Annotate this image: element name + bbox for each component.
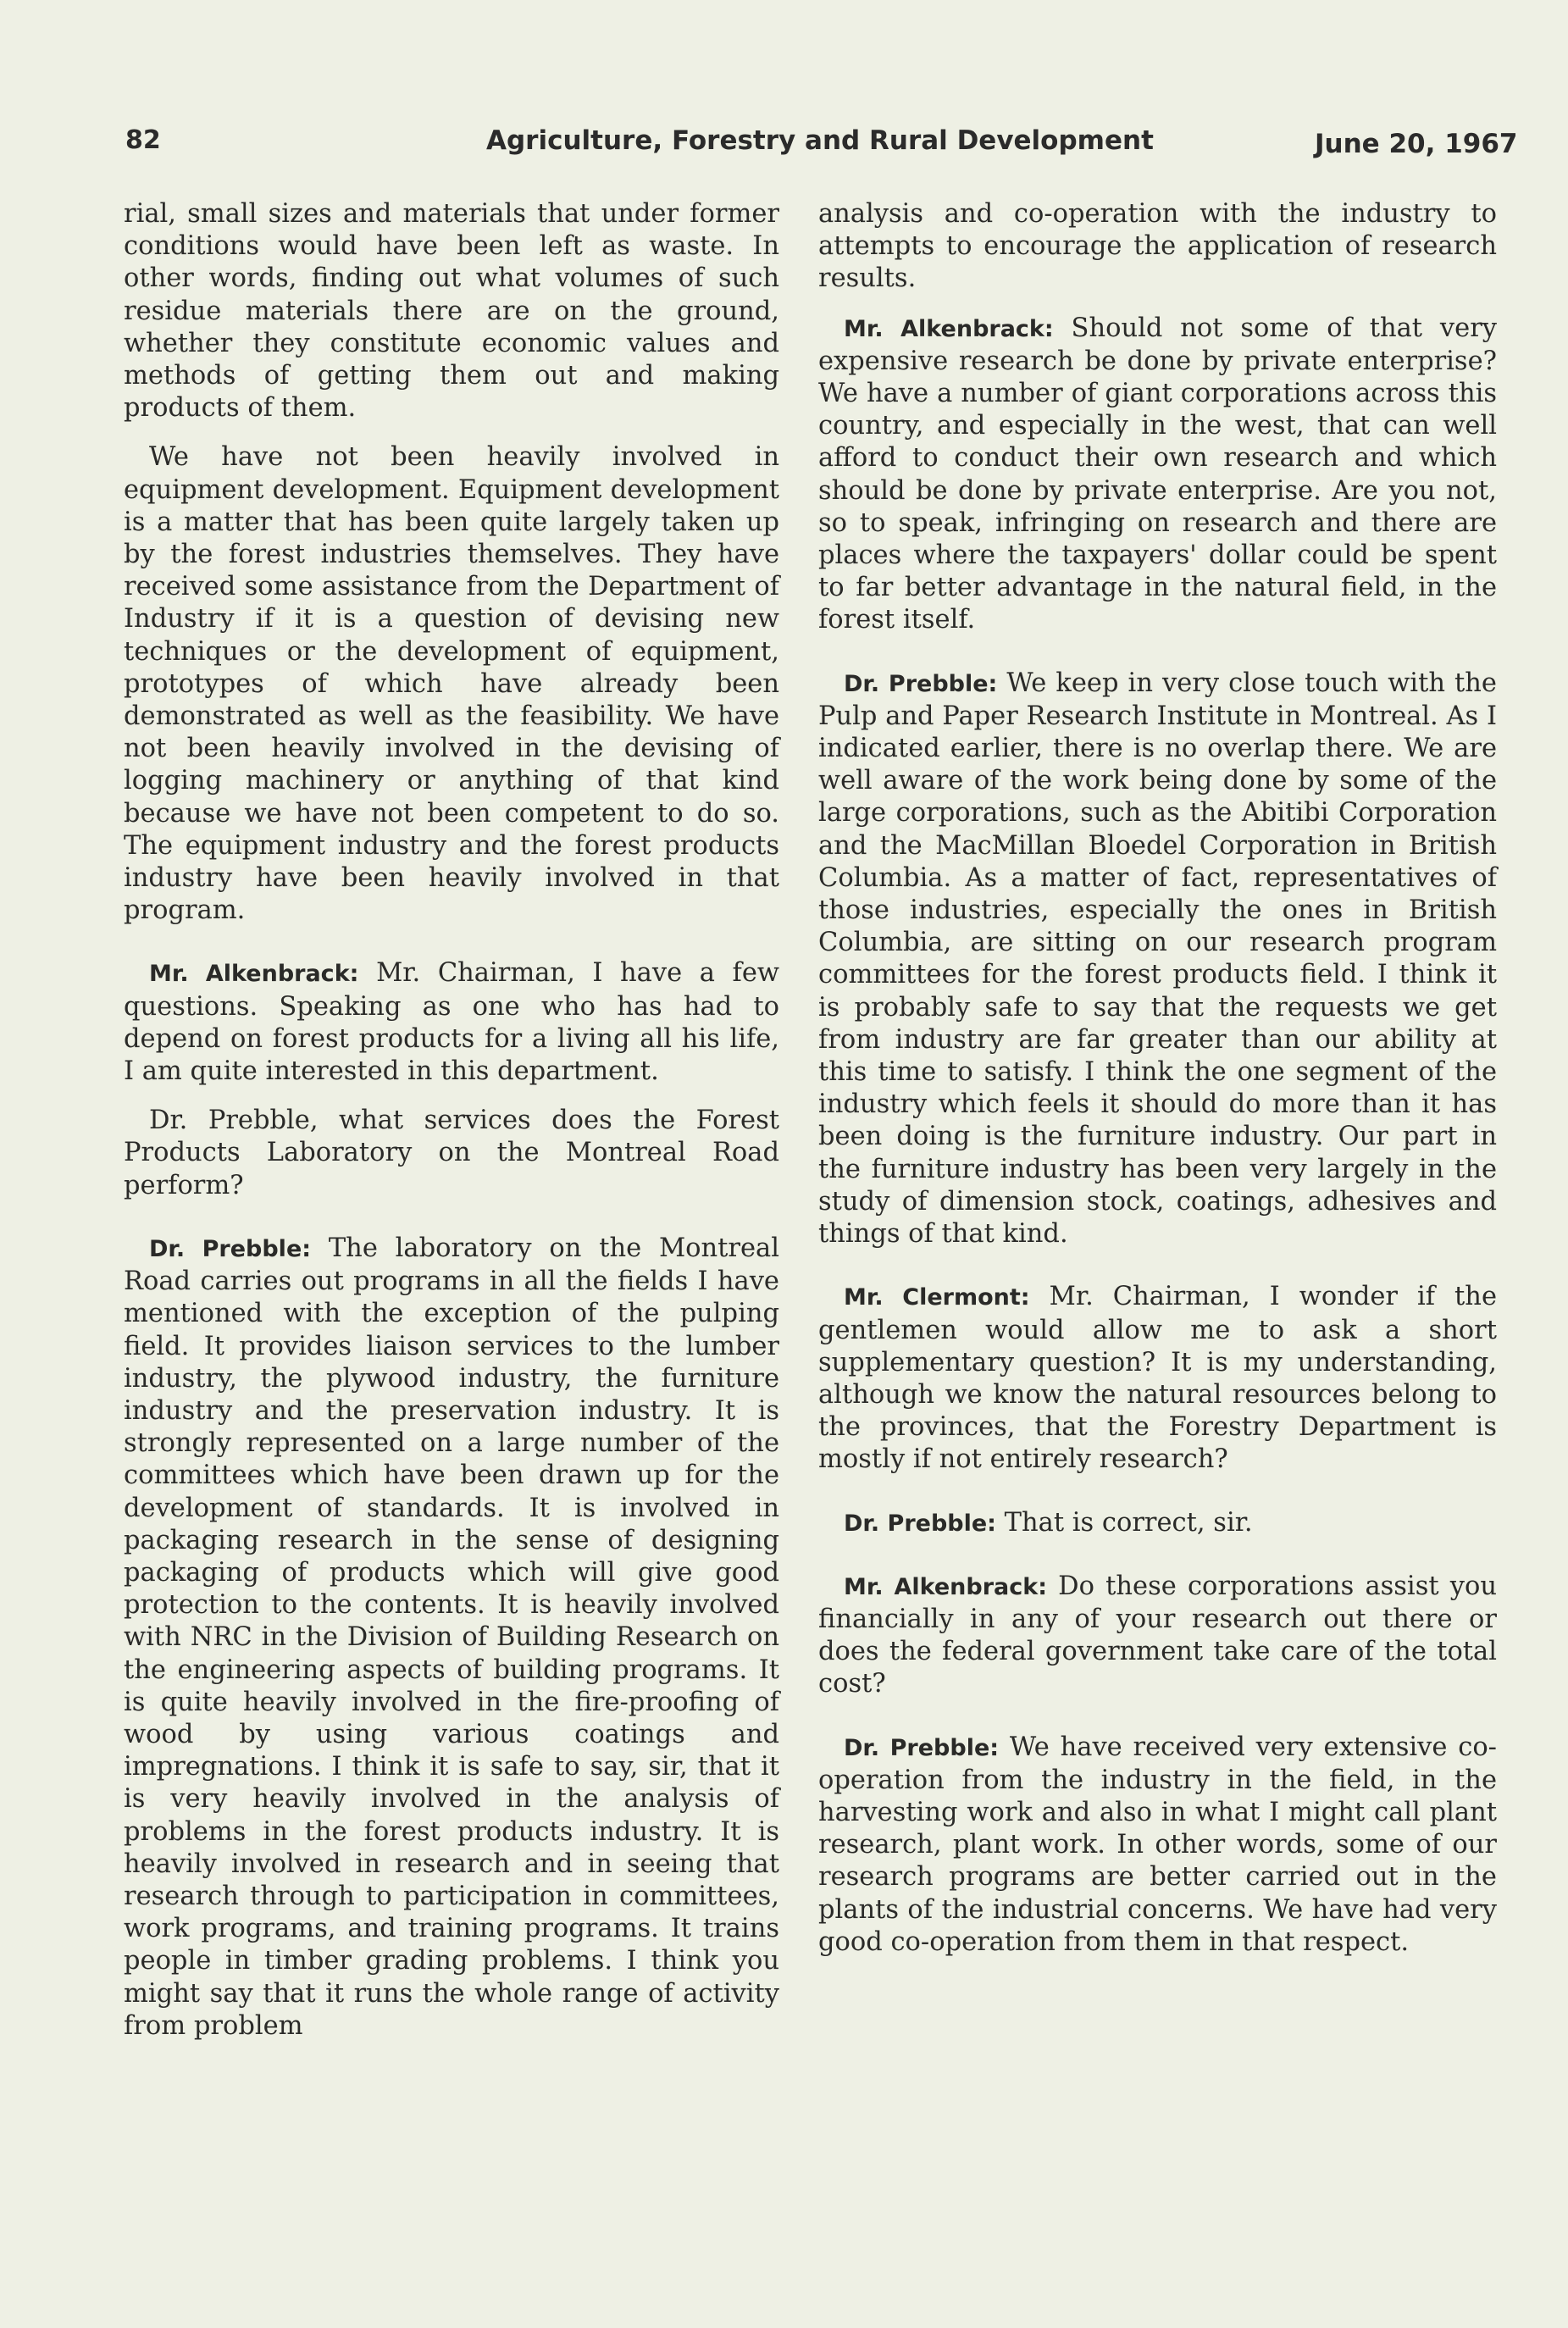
speech-text: We have received very extensive co-operation from the industry in the field, in the harvesting work and also in what I might call plant research, plant work. In other words, some of our research programs are better carried out in the plants of the industrial concerns. We have had very good co-operation from them in that respect. [818, 1732, 1497, 1957]
speaker-name: Mr. Alkenbrack: [149, 961, 359, 988]
speech-text: Mr. Chairman, I wonder if the gentlemen would allow me to ask a short supplementary question? It is my understanding, although we know the natural resources belong to the provinces, that the Forestry Department is mostly if not entirely research? [818, 1282, 1498, 1475]
speaker-paragraph [124, 1233, 779, 2043]
speaker-paragraph [818, 1571, 1497, 1701]
speaker-name: Dr. Prebble: [149, 1235, 312, 1262]
speaker-paragraph [124, 957, 779, 1088]
speech-text: Mr. Chairman, I have a few questions. Speaking as one who has had to depend on forest products for a living all his life, I am quite interested in this department. [124, 958, 779, 1087]
speaker-name: Dr. Prebble: [844, 1734, 1000, 1761]
speaker-name: Dr. Prebble: [844, 670, 998, 697]
speaker-name: Dr. Prebble: [844, 1510, 996, 1537]
page-header [0, 125, 1568, 168]
speech-text: We keep in very close touch with the Pulp and Paper Research Institute in Montreal. As I indicated earlier, there is no overlap there. We are well aware of the work being done by some of the large corporations, such as the Abitibi Corporation and the MacMillan Bloedel Corporation in British Columbia. As a matter of fact, representatives of those industries, especially the ones in British Columbia, are sitting on our research program committees for the forest products field. I think it is probably safe to say that the requests we get from industry are far greater than our ability at this time to satisfy. I think the one segment of the industry which feels it should do more than it has been doing is the furniture industry. Our part in the furniture industry has been very largely in the study of dimension stock, coatings, adhesives and things of that kind. [818, 668, 1497, 1250]
page-number: 82 [125, 125, 161, 155]
speech-text: Do these corporations assist you financially in any of your research out there or does the federal government take care of the total cost? [818, 1571, 1497, 1699]
speaker-name: Mr. Alkenbrack: [844, 1573, 1047, 1600]
running-title: Agriculture, Forestry and Rural Development [486, 125, 1154, 156]
speaker-paragraph [818, 1507, 1497, 1540]
speaker-paragraph [818, 668, 1497, 1251]
speaker-paragraph [818, 1732, 1497, 1959]
speech-text: Should not some of that very expensive research be done by private enterprise? We have a number of giant corporations across this country, and especially in the west, that can well afford to conduct their own research and which should be done by private enterprise. Are you not, so to speak, infringing on research and there are places where the taxpayers' dollar could be spent to far better advantage in the natural field, in the forest itself. [818, 313, 1498, 635]
left-column [124, 198, 779, 2059]
paragraph: We have not been heavily involved in equipment development. Equipment development is a matter that has been quite largely taken up by the forest industries themselves. They have received some assistance from the Department of Industry if it is a question of devising new techniques or the development of equipment, prototypes of which have already been demonstrated as well as the feasibility. We have not been heavily involved in the devising of logging machinery or anything of that kind because we have not been competent to do so. The equipment industry and the forest products industry have been heavily involved in that program. [124, 442, 779, 926]
speaker-paragraph [818, 313, 1497, 637]
paragraph: rial, small sizes and materials that under former conditions would have been left as waste. In other words, finding out what volumes of such residue materials there are on the ground, whether they constitute economic values and methods of getting them out and making products of them. [124, 199, 779, 424]
speech-text: The laboratory on the Montreal Road carries out programs in all the fields I have mentioned with the exception of the pulping field. It provides liaison services to the lumber industry, the plywood industry, the furniture industry and the preservation industry. It is strongly represented on a large number of the committees which have been drawn up for the development of standards. It is involved in packaging research in the sense of designing packaging of products which will give good protection to the contents. It is heavily involved with NRC in the Division of Building Research on the engineering aspects of building programs. It is quite heavily involved in the fire-proofing of wood by using various coatings and impregnations. I think it is safe to say, sir, that it is very heavily involved in the analysis of problems in the forest products industry. It is heavily involved in research and in seeing that research through to participation in committees, work programs, and training programs. It trains people in timber grading problems. I think you might say that it runs the whole range of activity from problem [124, 1233, 779, 2041]
speaker-name: Mr. Alkenbrack: [844, 315, 1054, 342]
paragraph: Dr. Prebble, what services does the Forest Products Laboratory on the Montreal Road perform? [124, 1106, 779, 1200]
speech-text: That is correct, sir. [995, 1507, 1253, 1538]
speaker-name: Mr. Clermont: [844, 1284, 1030, 1311]
speaker-paragraph [818, 1281, 1497, 1476]
paragraph: analysis and co-operation with the industry to attempts to encourage the application of research results. [818, 199, 1497, 294]
issue-date: June 20, 1967 [1315, 129, 1518, 159]
right-column [818, 198, 1497, 1976]
